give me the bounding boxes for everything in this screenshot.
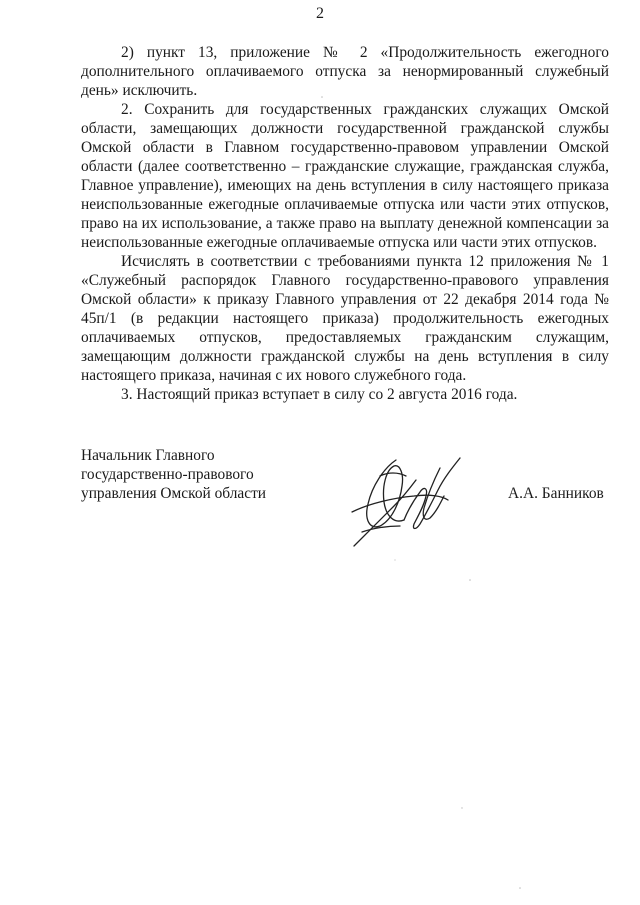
paragraph-calculation: Исчислять в соответствии с требованиями пункта 12 приложения № 1 «Служебный распорядок Главного государственно-правового управления Омской области» к приказу Главного управления от 22 декабря 2014 года № 45п/1 (в редакции настоящего приказа) продолжительность ежегодных оплачиваемых отпусков, предоставляемых гражданским служащим, замещающим должности гражданской службы на день вступления в силу настоящего приказа, начиная с их нового служебного года. [81, 253, 609, 384]
signatory-title [81, 446, 301, 503]
page-number: 2 [316, 5, 324, 22]
signatory-title-line: Начальник Главного [81, 447, 215, 464]
signatory-title-line: государственно-правового [81, 466, 254, 483]
signatory-title-line: управления Омской области [81, 485, 267, 502]
signatory-name: А.А. Банников [508, 485, 604, 502]
signature-block [81, 446, 621, 556]
paragraph-section-3: 3. Настоящий приказ вступает в силу со 2 августа 2016 года. [121, 386, 518, 403]
handwritten-signature [344, 446, 474, 554]
document-body [81, 43, 609, 404]
paragraph-item-2-point-13: 2) пункт 13, приложение № 2 «Продолжительность ежегодного дополнительного оплачиваемого отпуска за ненормированный служебный день» исключить. [81, 44, 609, 99]
paragraph-section-2: 2. Сохранить для государственных гражданских служащих Омской области, замещающих должности государственной гражданской службы Омской области в Главном государственно-правовом управлении Омской области (далее соответственно – гражданские служащие, гражданская служба, Главное управление), имеющих на день вступления в силу настоящего приказа неиспользованные ежегодные оплачиваемые отпуска или части этих отпусков, право на их использование, а также право на выплату денежной компенсации за неиспользованные ежегодные оплачиваемые отпуска или части этих отпусков. [81, 101, 609, 251]
